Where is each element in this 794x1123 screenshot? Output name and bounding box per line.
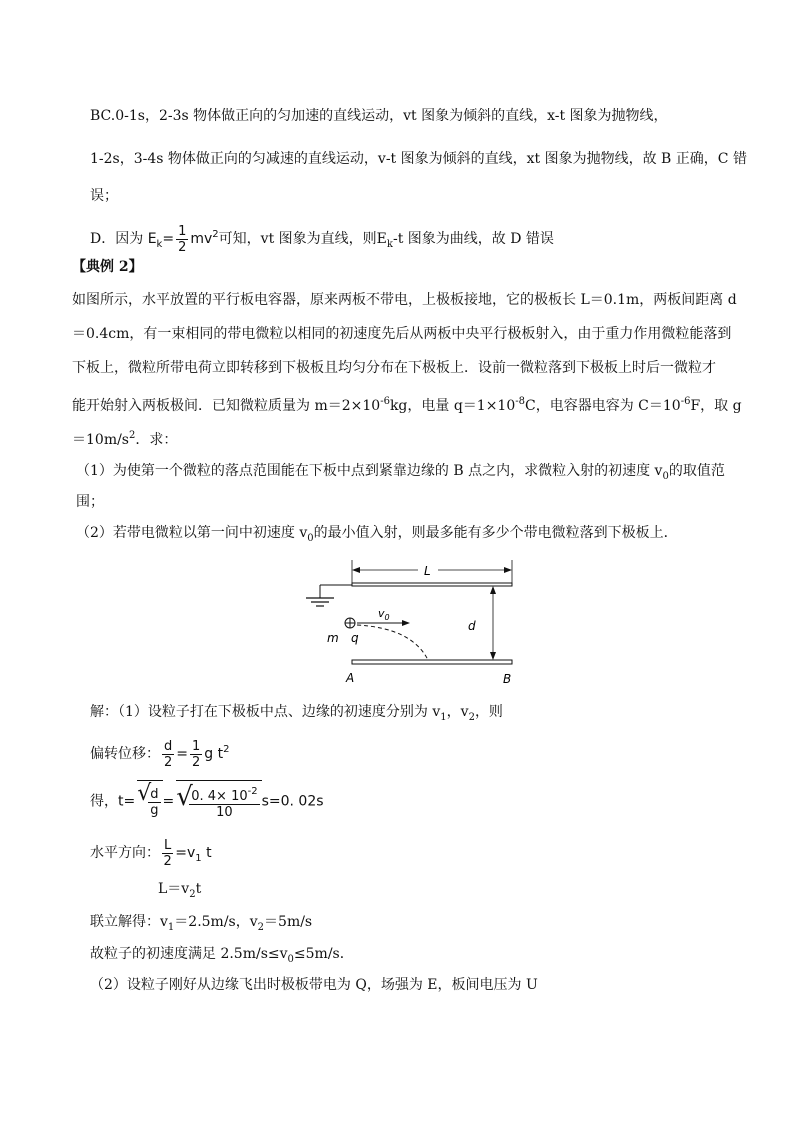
- solution-horizontal: 水平方向： $\frac{L}{2}$ $=v_1$ t: [90, 837, 212, 869]
- solution-result: 联立解得：$v_1=2.5m/s$，$v_2=5m/s$: [90, 914, 313, 933]
- d-prefix: D．因为: [90, 231, 144, 247]
- label-v0: $v_0$: [378, 607, 390, 622]
- example-para-1: 如图所示，水平放置的平行板电容器，原来两板不带电，上极板接地，它的极板长 L＝0.1m，两板间距离 d: [72, 292, 737, 308]
- example-para-5: $=10m/s^2$．求：: [72, 430, 178, 448]
- solution-deflection: 偏转位移： $\frac{d}{2}$ = $\frac{1}{2}$ g $t^2$: [90, 738, 230, 770]
- d-suffix-b: -t 图象为曲线，故 D 错误: [392, 231, 554, 247]
- solution-line-1: 解：（1）设粒子打在下极板中点、边缘的初速度分别为 $v_1$，$v_2$，则: [90, 704, 503, 723]
- question-1-line-2: 围；: [76, 494, 104, 510]
- solution-L-eq: $L=v_2t$: [158, 881, 202, 900]
- label-B: B: [503, 672, 512, 686]
- trajectory-curve: [357, 625, 428, 660]
- half-fraction: $\frac{1}{2}$: [178, 223, 187, 255]
- solution-time: 得，t= √ $\frac{d}{g}$ = √ $\frac{0. 4\times 10^{-2}}{10}$ s=0. 02s: [90, 780, 324, 823]
- ek-symbol: $E_k$: [147, 231, 163, 250]
- d-option-line: D．因为 $E_k=$ $\frac{1}{2}$ $mv^2$可知，vt 图象为直线，则$E_k-t$ 图象为曲线，故 D 错误: [90, 223, 554, 255]
- label-d: d: [468, 619, 476, 633]
- solution-part-2: （2）设粒子刚好从边缘飞出时极板带电为 Q，场强为 E，板间电压为 U: [90, 977, 538, 993]
- bc-line-3: 误；: [90, 188, 118, 204]
- capacitor-figure: [300, 556, 520, 688]
- bottom-plate: [352, 660, 512, 664]
- question-2: （2）若带电微粒以第一问中初速度 $v_0$的最小值入射，则最多能有多少个带电微粒落到下极板上．: [76, 525, 678, 544]
- bc-line-1: BC.0-1s，2-3s 物体做正向的匀加速的直线运动，vt 图象为倾斜的直线，x-t 图象为抛物线，: [90, 108, 668, 124]
- label-L: L: [424, 564, 431, 578]
- example-para-3: 下板上，微粒所带电荷立即转移到下极板且均匀分布在下极板上．设前一微粒落到下极板上时后一微粒才: [72, 360, 716, 376]
- label-A: A: [346, 671, 355, 685]
- question-1-line-1: （1）为使第一个微粒的落点范围能在下板中点到紧靠边缘的 B 点之内，求微粒入射的初速度 $v_0$的取值范: [76, 463, 725, 482]
- label-q: q: [351, 631, 359, 645]
- example-para-4: 能开始射入两板极间．已知微粒质量为 $m=2\times 10^{-6}kg$，电量 $q=1\times 10^{-8}C$，电容器电容为 $C=10^{-6}F$，取 g: [72, 396, 742, 414]
- label-m: m: [327, 631, 339, 645]
- sqrt-1: √ $\frac{d}{g}$: [137, 780, 162, 823]
- solution-range: 故粒子的初速度满足 $2.5m/s\le v_0\le 5m/s$．: [90, 946, 354, 965]
- ekt-symbol: $E_k$: [376, 231, 393, 250]
- sqrt-2: √ $\frac{0. 4\times 10^{-2}}{10}$: [176, 780, 261, 823]
- example-para-2: ＝0.4cm，有一束相同的带电微粒以相同的初速度先后从两板中央平行极板射入，由于重力作用微粒能落到: [72, 326, 732, 342]
- example-title: 【典例 2】: [72, 259, 143, 275]
- bc-line-2: 1-2s，3-4s 物体做正向的匀减速的直线运动，v-t 图象为倾斜的直线，xt 图象为抛物线，故 B 正确，C 错: [90, 151, 747, 167]
- mv-term: $mv^2$: [190, 229, 219, 247]
- ground-symbol-icon: [306, 598, 334, 606]
- top-plate: [352, 583, 512, 586]
- d-suffix-a: 可知，vt 图象为直线，则: [218, 231, 377, 247]
